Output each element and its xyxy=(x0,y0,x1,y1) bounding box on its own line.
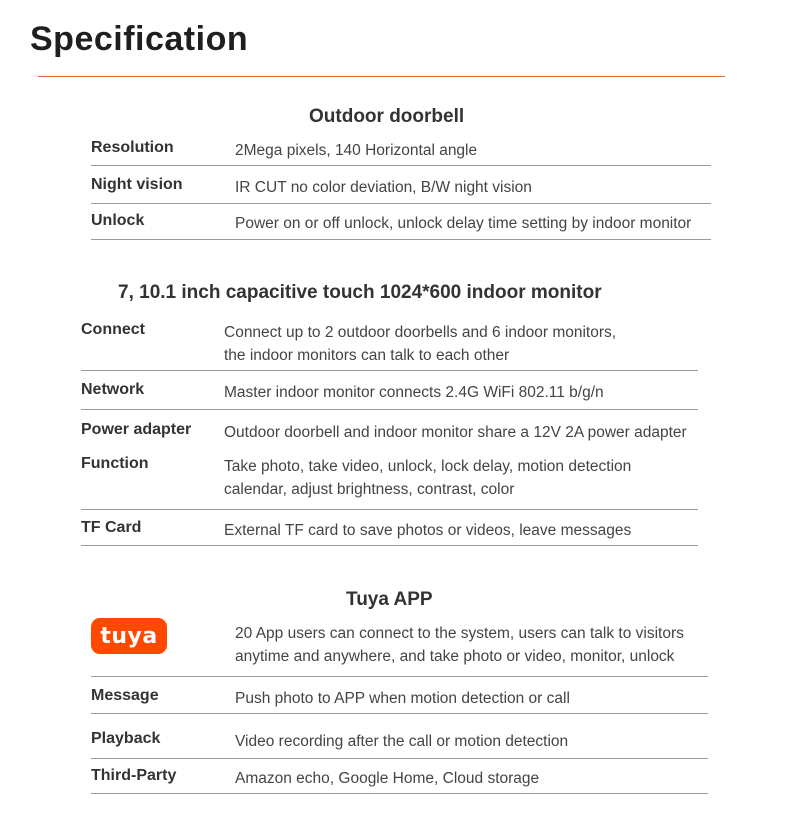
spec-label: TF Card xyxy=(81,519,142,536)
spec-label: Power adapter xyxy=(81,421,192,438)
spec-value: Push photo to APP when motion detection or call xyxy=(235,690,570,707)
spec-label: Third-Party xyxy=(91,767,177,784)
spec-row-power-adapter xyxy=(81,421,698,447)
spec-label: Playback xyxy=(91,730,161,747)
spec-row-third-party xyxy=(91,767,708,794)
spec-value: Outdoor doorbell and indoor monitor share a 12V 2A power adapter xyxy=(224,424,687,441)
spec-row-tuya-intro xyxy=(91,622,708,677)
page-title: Specification xyxy=(30,20,249,58)
spec-value: Power on or off unlock, unlock delay time setting by indoor monitor xyxy=(235,215,692,232)
spec-value: Amazon echo, Google Home, Cloud storage xyxy=(235,770,540,787)
spec-row-night-vision xyxy=(91,176,711,204)
section-title-indoor-monitor: 7, 10.1 inch capacitive touch 1024*600 indoor monitor xyxy=(118,282,602,303)
spec-value: 2Mega pixels, 140 Horizontal angle xyxy=(235,142,478,159)
spec-label: Function xyxy=(81,455,149,472)
spec-value: Master indoor monitor connects 2.4G WiFi 802.11 b/g/n xyxy=(224,384,604,401)
spec-row-message xyxy=(91,687,708,714)
spec-label: Network xyxy=(81,381,145,398)
spec-row-network xyxy=(81,381,698,410)
title-divider xyxy=(38,76,725,77)
spec-value: Video recording after the call or motion detection xyxy=(235,733,569,750)
spec-row-unlock xyxy=(91,212,711,240)
spec-row-tf-card xyxy=(81,519,698,546)
spec-row-function xyxy=(81,455,698,510)
spec-value: 20 App users can connect to the system, users can talk to visitors anytime and anywhere, and take photo or video, monitor, unlock xyxy=(235,625,684,665)
spec-label: Resolution xyxy=(91,139,174,156)
spec-value: IR CUT no color deviation, B/W night vision xyxy=(235,179,532,196)
spec-label: Message xyxy=(91,687,159,704)
spec-label: Connect xyxy=(81,321,145,338)
section-title-tuya-app: Tuya APP xyxy=(346,589,433,610)
spec-value: Take photo, take video, unlock, lock delay, motion detection calendar, adjust brightness, contrast, color xyxy=(224,458,632,498)
spec-value: External TF card to save photos or videos, leave messages xyxy=(224,522,632,539)
spec-value: Connect up to 2 outdoor doorbells and 6 indoor monitors, the indoor monitors can talk to each other xyxy=(224,324,617,364)
spec-row-playback xyxy=(91,730,708,759)
section-title-outdoor-doorbell: Outdoor doorbell xyxy=(309,106,465,127)
spec-label: Night vision xyxy=(91,176,183,193)
tuya-logo-text: tuya xyxy=(100,623,158,649)
spec-row-resolution xyxy=(91,139,711,166)
spec-row-connect xyxy=(81,321,698,371)
spec-label: Unlock xyxy=(91,212,145,229)
